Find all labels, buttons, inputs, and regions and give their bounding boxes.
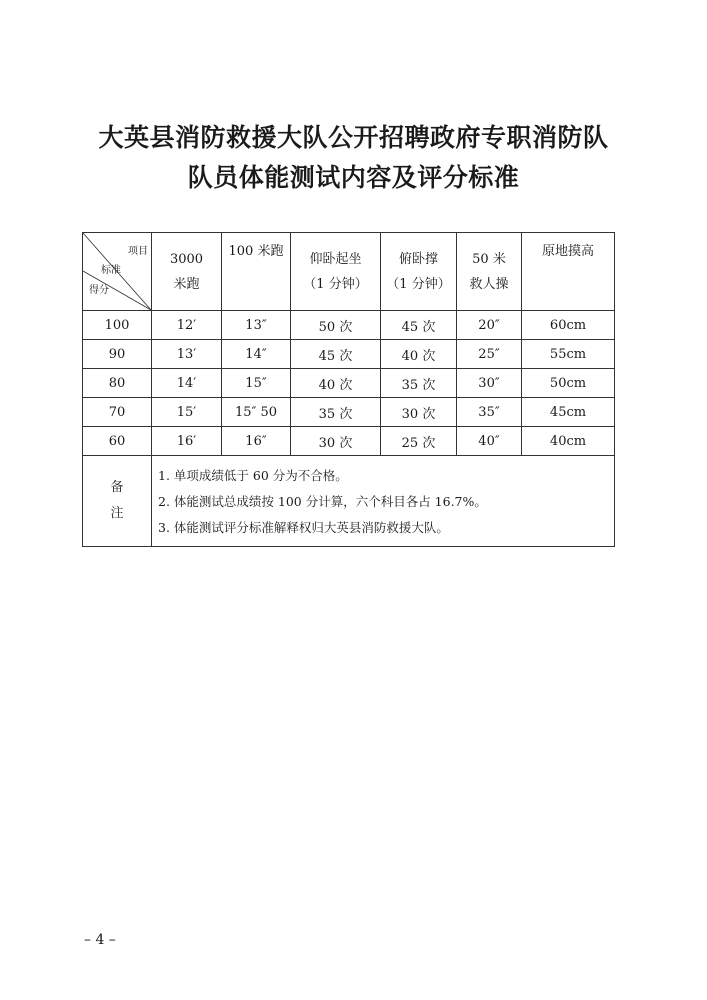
header-line-1: 原地摸高	[541, 244, 594, 259]
header-situps	[291, 233, 381, 311]
table-cell: 60cm	[522, 311, 615, 340]
table-row	[83, 369, 615, 398]
table-cell: 25″	[457, 340, 522, 369]
notes-label-char: 注	[110, 506, 124, 521]
notes-label-char: 备	[110, 480, 124, 495]
page-number: – 4 –	[84, 932, 116, 948]
note-line: 1. 单项成绩低于 60 分为不合格。	[158, 468, 348, 483]
corner-label-score: 得分	[89, 285, 109, 296]
table-cell: 40cm	[522, 427, 615, 456]
table-cell: 16″	[222, 427, 291, 456]
table-row	[83, 311, 615, 340]
table-cell: 45 次	[291, 340, 381, 369]
header-line-1: 仰卧起坐	[309, 251, 362, 267]
table-cell: 35 次	[381, 369, 457, 398]
header-line-1: 100 米跑	[228, 244, 284, 259]
table-cell: 25 次	[381, 427, 457, 456]
table-cell: 35″	[457, 398, 522, 427]
score-cell: 90	[83, 340, 152, 369]
header-line-1: 50 米	[472, 251, 506, 267]
score-cell: 60	[83, 427, 152, 456]
table-cell: 45cm	[522, 398, 615, 427]
table-row	[83, 340, 615, 369]
table-cell: 30 次	[381, 398, 457, 427]
table-cell: 40″	[457, 427, 522, 456]
title-line-1: 大英县消防救援大队公开招聘政府专职消防队	[98, 123, 609, 152]
table-cell: 15′	[152, 398, 222, 427]
header-3000m	[152, 233, 222, 311]
notes-cell	[152, 456, 615, 547]
table-cell: 20″	[457, 311, 522, 340]
header-line-1: 俯卧撑	[398, 251, 438, 267]
title-line-2: 队员体能测试内容及评分标准	[187, 163, 520, 192]
note-line: 2. 体能测试总成绩按 100 分计算，六个科目各占 16.7%。	[158, 494, 487, 509]
header-line-2: 救人操	[469, 276, 509, 292]
table-cell: 50 次	[291, 311, 381, 340]
notes-row	[83, 456, 615, 547]
header-pushups	[381, 233, 457, 311]
document-title	[0, 118, 707, 198]
table-cell: 35 次	[291, 398, 381, 427]
table-cell: 14′	[152, 369, 222, 398]
table-cell: 12′	[152, 311, 222, 340]
table-cell: 40 次	[381, 340, 457, 369]
corner-header-cell	[83, 233, 152, 311]
table-row	[83, 427, 615, 456]
header-line-1: 3000	[169, 251, 204, 267]
table-cell: 13″	[222, 311, 291, 340]
note-line: 3. 体能测试评分标准解释权归大英县消防救援大队。	[158, 520, 449, 535]
table-cell: 40 次	[291, 369, 381, 398]
score-cell: 80	[83, 369, 152, 398]
table-cell: 45 次	[381, 311, 457, 340]
table-cell: 16′	[152, 427, 222, 456]
header-line-2: （1 分钟）	[386, 276, 451, 292]
header-standing-reach	[522, 233, 615, 311]
header-row	[83, 233, 615, 311]
table-cell: 50cm	[522, 369, 615, 398]
score-cell: 70	[83, 398, 152, 427]
notes-label-cell	[83, 456, 152, 547]
header-line-2: 米跑	[173, 276, 200, 292]
header-line-2: （1 分钟）	[303, 276, 368, 292]
table-cell: 30″	[457, 369, 522, 398]
header-50m-rescue	[457, 233, 522, 311]
table-cell: 13′	[152, 340, 222, 369]
table-cell: 55cm	[522, 340, 615, 369]
corner-label-item: 项目	[128, 246, 148, 257]
table-row	[83, 398, 615, 427]
score-cell: 100	[83, 311, 152, 340]
corner-label-standard: 标准	[101, 265, 121, 276]
header-100m	[222, 233, 291, 311]
table-cell: 30 次	[291, 427, 381, 456]
table-cell: 14″	[222, 340, 291, 369]
table-cell: 15″	[222, 369, 291, 398]
scoring-standard-table	[82, 232, 615, 547]
table-cell: 15″ 50	[222, 398, 291, 427]
